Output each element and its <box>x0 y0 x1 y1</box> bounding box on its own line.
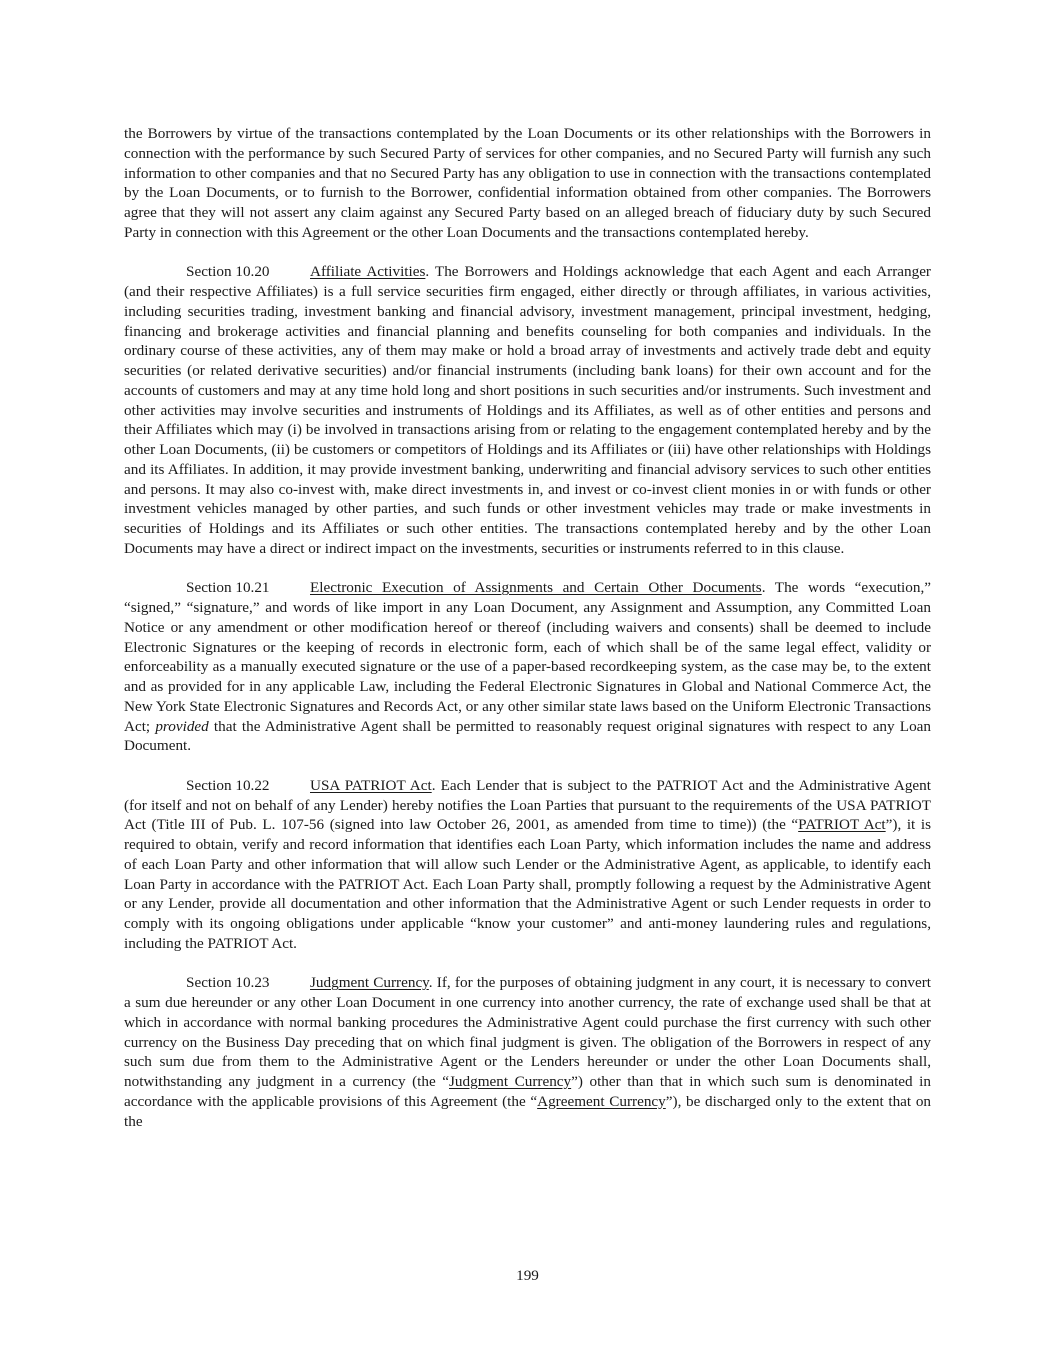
section-body-tail: that the Administrative Agent shall be permitted to reasonably request original signatures with respect to any Loan Document. <box>124 717 931 755</box>
continuation-text: the Borrowers by virtue of the transactions contemplated by the Loan Documents or its other relationships with the Borrowers in connection with the performance by such Secured Party of services for other companies, and no Secured Party will furnish any such information to other companies and that no Secured Party has any obligation to use in connection with the transactions contemplated by the Loan Documents, or to furnish to the Borrower, confidential information obtained from other companies. The Borrowers agree that they will not assert any claim against any Secured Party based on an alleged breach of fiduciary duty by such Secured Party in connection with this Agreement or the other Loan Documents and the transactions contemplated hereby. <box>124 125 931 241</box>
section-body: . The words “execution,” “signed,” “signature,” and words of like import in any Loan Document, any Assignment and Assumption, any Committed Loan Notice or any amendment or other modification hereof or thereof (including waivers and consents) shall be deemed to include Electronic Signatures or the keeping of records in electronic form, each of which shall be of the same legal effect, validity or enforceability as a manually executed signature or the use of a paper-based recordkeeping system, as the case may be, to the extent and as provided for in any applicable Law, including the Federal Electronic Signatures in Global and National Commerce Act, the New York State Electronic Signatures and Records Act, or any other similar state laws based on the Uniform Electronic Transactions Act; <box>124 579 931 735</box>
section-10-20 <box>124 262 931 558</box>
section-title: Electronic Execution of Assignments and Certain Other Documents <box>310 579 762 597</box>
page-number: 199 <box>516 1267 539 1284</box>
italic-term: provided <box>155 717 209 735</box>
section-body-continued: ”), it is required to obtain, verify and record information that identifies each Loan Party, which information includes the name and address of each Loan Party and other information that will allow such Lender or the Administrative Agent, as applicable, to identify each Loan Party in accordance with the PATRIOT Act. Each Loan Party shall, promptly following a request by the Administrative Agent or any Lender, provide all documentation and other information that the Administrative Agent or such Lender requests in order to comply with its ongoing obligations under applicable “know your customer” and anti-money laundering rules and regulations, including the PATRIOT Act. <box>124 816 932 952</box>
section-body-continued: ”) other than that in which such sum is denominated in accordance with the applicable provisions of this Agreement (the “ <box>124 1073 931 1110</box>
section-title: USA PATRIOT Act <box>310 776 432 794</box>
section-number: Section 10.21 <box>186 579 270 597</box>
section-number: Section 10.20 <box>186 263 270 281</box>
section-body: . If, for the purposes of obtaining judgment in any court, it is necessary to convert a sum due hereunder or any other Loan Document in one currency into another currency, the rate of exchange used shall be that at which in accordance with normal banking procedures the Administrative Agent could purchase the first currency with such other currency on the Business Day preceding that on which final judgment is given. The obligation of the Borrowers in respect of any such sum due from them to the Administrative Agent or the Lenders hereunder or under the other Loan Documents shall, notwithstanding any judgment in a currency (the “ <box>124 974 931 1090</box>
section-title: Judgment Currency <box>310 974 429 992</box>
section-body-end: ”), be discharged only to the extent that on the <box>124 1092 932 1130</box>
continuation-paragraph <box>124 124 931 243</box>
document-page <box>124 124 931 1151</box>
section-10-23 <box>124 973 931 1131</box>
defined-term-agreement-currency: Agreement Currency <box>537 1092 666 1110</box>
section-number: Section 10.23 <box>186 974 270 992</box>
section-title: Affiliate Activities <box>310 263 426 281</box>
defined-term: PATRIOT Act <box>798 816 886 834</box>
section-number: Section 10.22 <box>186 776 270 794</box>
section-10-22 <box>124 776 931 954</box>
section-10-21 <box>124 578 931 756</box>
defined-term-judgment-currency: Judgment Currency <box>449 1073 572 1090</box>
section-body: . The Borrowers and Holdings acknowledge that each Agent and each Arranger (and their respective Affiliates) is a full service securities firm engaged, either directly or through affiliates, in various activities, including securities trading, investment banking and financial advisory, investment management, principal investment, hedging, financing and brokerage activities and financial planning and benefits counseling for both companies and individuals. In the ordinary course of these activities, any of them may make or hold a broad array of investments and actively trade debt and equity securities (or related derivative securities) and/or financial instruments (including bank loans) for their own account and for the accounts of customers and may at any time hold long and short positions in such securities and/or instruments. Such investment and other activities may involve securities and instruments of Holdings and its Affiliates, as well as of other entities and persons and their Affiliates which may (i) be involved in transactions arising from or relating to the engagement contemplated hereby and by the other Loan Documents, (ii) be customers or competitors of Holdings and its Affiliates or (iii) have other relationships with Holdings and its Affiliates. In addition, it may provide investment banking, underwriting and financial advisory services to such other entities and persons. It may also co-invest with, make direct investments in, and invest or co-invest client monies in or with funds or other investment vehicles managed by other parties, and such funds or other investment vehicles may trade or make investments in securities of Holdings and its Affiliates or such other entities. The transactions contemplated hereby and by the other Loan Documents may have a direct or indirect impact on the investments, securities or instruments referred to in this clause. <box>124 263 931 557</box>
section-body: . Each Lender that is subject to the PATRIOT Act and the Administrative Agent (for itself and not on behalf of any Lender) hereby notifies the Loan Parties that pursuant to the requirements of the USA PATRIOT Act (Title III of Pub. L. 107-56 (signed into law October 26, 2001, as amended from time to time)) (the “ <box>124 776 931 834</box>
